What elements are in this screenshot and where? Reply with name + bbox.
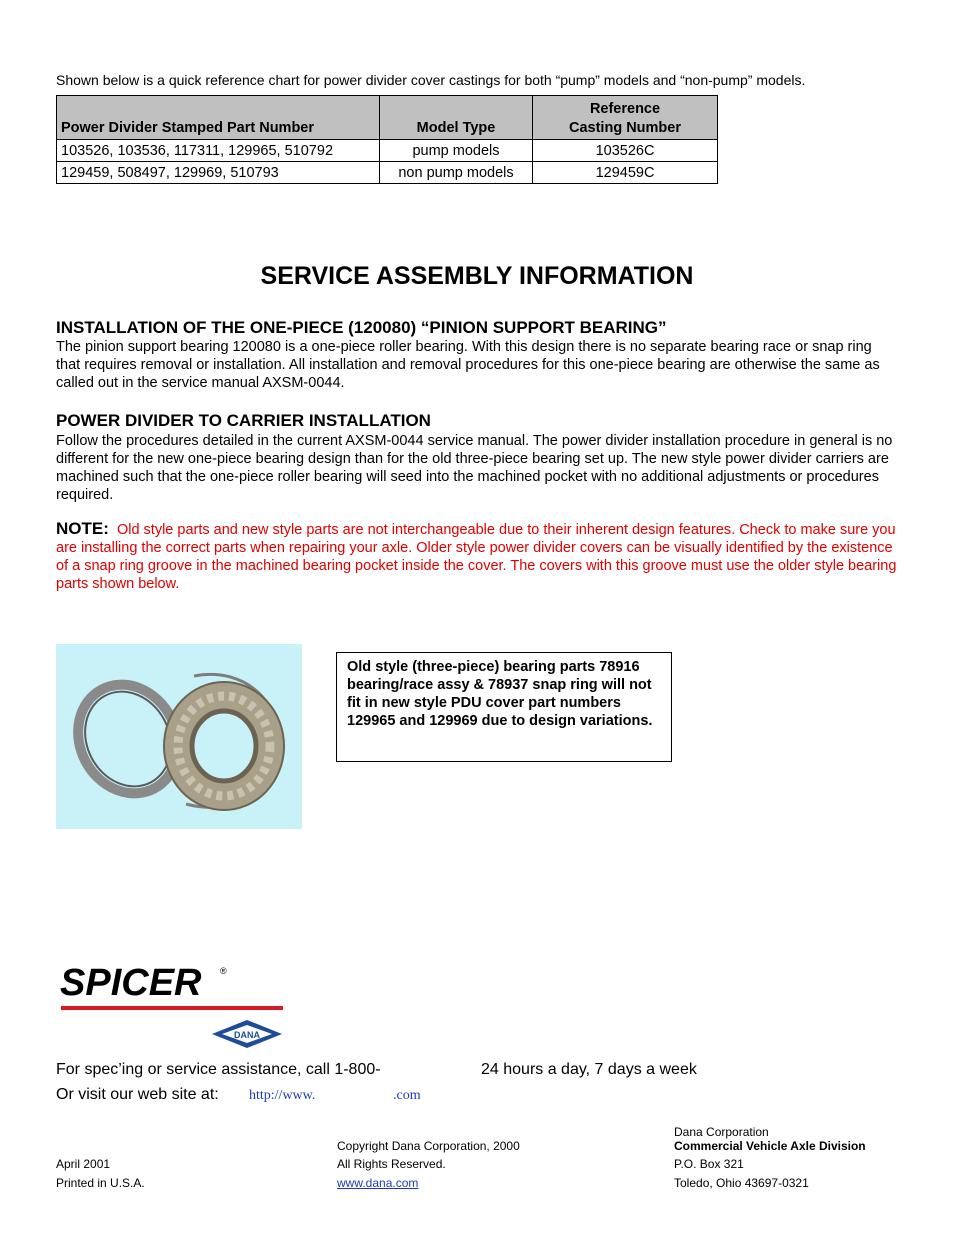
- note-label: NOTE:: [56, 519, 109, 538]
- footer-copyright: Copyright Dana Corporation, 2000: [337, 1139, 520, 1153]
- dana-wordmark: DANA: [234, 1030, 260, 1040]
- cell-model-type: non pump models: [380, 162, 533, 184]
- web-link-suffix[interactable]: .com: [393, 1088, 421, 1103]
- table-header-row: [57, 96, 718, 140]
- footer-division: Commercial Vehicle Axle Division: [674, 1139, 866, 1153]
- footer-date: April 2001: [56, 1157, 111, 1171]
- footer-po-box: P.O. Box 321: [674, 1157, 744, 1171]
- section-heading-power-divider: POWER DIVIDER TO CARRIER INSTALLATION: [56, 411, 431, 430]
- cell-model-type: pump models: [380, 140, 533, 162]
- table-row: [57, 140, 718, 162]
- bearing-illustration: [56, 644, 302, 829]
- footer-city: Toledo, Ohio 43697-0321: [674, 1176, 809, 1190]
- contact-call: For spec’ing or service assistance, call 1-800-: [56, 1061, 381, 1078]
- spicer-logo: [58, 958, 298, 1048]
- web-link-prefix[interactable]: http://www.: [249, 1088, 316, 1103]
- spicer-dana-logo: [58, 958, 298, 1053]
- spicer-underline: [61, 1006, 283, 1010]
- section-body-power-divider: Follow the procedures detailed in the current AXSM-0044 service manual. The power divider installation procedure in general is no different for the new one-piece bearing design than for the old three-piece bearing set up. The new style power divider carriers are machined such that the one-piece roller bearing will seed into the machined pocket with no additional adjustments or procedures required.: [56, 433, 893, 503]
- cell-part-numbers: 129459, 508497, 129969, 510793: [57, 162, 380, 184]
- casting-reference-table: [56, 95, 718, 184]
- note-block: [56, 520, 901, 593]
- footer-printed: Printed in U.S.A.: [56, 1176, 145, 1190]
- table-row: [57, 162, 718, 184]
- section-heading-pinion-bearing: INSTALLATION OF THE ONE-PIECE (120080) “PINION SUPPORT BEARING”: [56, 318, 667, 337]
- header-part-number: Power Divider Stamped Part Number: [57, 96, 380, 140]
- header-casting-number: [533, 96, 718, 140]
- header-reference-line2: Casting Number: [569, 120, 681, 136]
- footer-rights: All Rights Reserved.: [337, 1157, 446, 1171]
- spicer-wordmark: SPICER: [60, 962, 202, 1004]
- section-body-pinion-bearing: The pinion support bearing 120080 is a one-piece roller bearing. With this design there is no separate bearing race or snap ring that requires removal or installation. All installation and removal procedures for this one-piece bearing are otherwise the same as called out in the service manual AXSM-0044.: [56, 339, 880, 391]
- footer-company: Dana Corporation: [674, 1125, 769, 1139]
- contact-visit: Or visit our web site at:: [56, 1086, 219, 1103]
- bearing-parts-photo: [56, 644, 302, 829]
- old-style-parts-callout: Old style (three-piece) bearing parts 78916 bearing/race assy & 78937 snap ring will not fit in new style PDU cover part numbers 129965 and 129969 due to design variations.: [336, 652, 672, 762]
- cell-part-numbers: 103526, 103536, 117311, 129965, 510792: [57, 140, 380, 162]
- page-title: SERVICE ASSEMBLY INFORMATION: [260, 262, 694, 290]
- header-model-type: Model Type: [380, 96, 533, 140]
- note-text: Old style parts and new style parts are not interchangeable due to their inherent design features. Check to make sure you are installing the correct parts when repairing your axle. Older style power divider covers can be visually identified by the existence of a snap ring groove in the machined bearing pocket inside the cover. The covers with this groove must use the older style bearing parts shown below.: [56, 522, 897, 592]
- footer-dana-link[interactable]: www.dana.com: [337, 1176, 419, 1190]
- intro-text: Shown below is a quick reference chart for power divider cover castings for both “pump” models and “non-pump” models.: [56, 72, 806, 88]
- contact-hours: 24 hours a day, 7 days a week: [481, 1061, 697, 1078]
- registered-mark: ®: [220, 966, 227, 976]
- cell-casting: 129459C: [533, 162, 718, 184]
- cell-casting: 103526C: [533, 140, 718, 162]
- header-reference-line1: Reference: [589, 101, 661, 117]
